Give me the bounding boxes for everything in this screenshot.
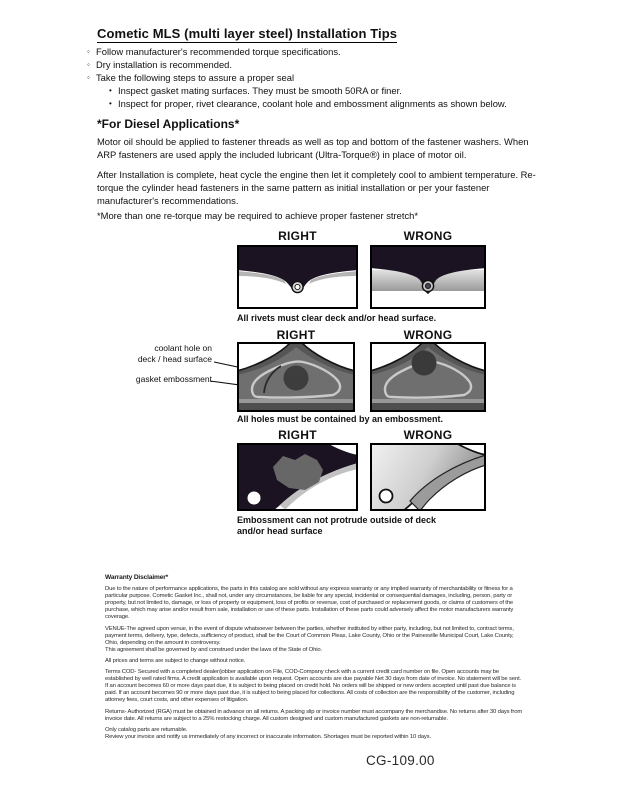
list-item-text: Follow manufacturer's recommended torque specifications. <box>96 46 341 57</box>
list-item-text: Inspect for proper, rivet clearance, coolant hole and embossment alignments as shown below. <box>118 98 507 109</box>
list-item-text: Take the following steps to assure a proper seal <box>96 72 295 83</box>
invoice-review-line: Review your invoice and notify us immediately of any incorrect or inaccurate information. Shortages must be reported within 10 days. <box>105 733 431 740</box>
right-label: RIGHT <box>276 328 316 342</box>
prices-terms-line: All prices and terms are subject to change without notice. <box>105 657 246 664</box>
caption-text: Embossment can not protrude outside of deck <box>237 515 437 525</box>
list-item <box>87 59 557 70</box>
catalog-parts-line: Only catalog parts are returnable. <box>105 726 188 733</box>
diesel-section-heading: *For Diesel Applications* <box>97 117 240 131</box>
wrong-label: WRONG <box>403 229 453 243</box>
diesel-paragraph: After Installation is complete, heat cycle the engine then let it completely cool to ambient temperature. Re-torque the cylinder head fasteners in the same pattern as initial installation or per your fastener manufacturer's recommendations. <box>97 169 536 206</box>
terms-cod-paragraph: Terms COD- Secured with a completed dealer/jobber application on File, COD-Company check with a current credit card number on file. Open accounts may be established by well rated firms. A credit application is available upon request. Open accounts are due payable Net 30 days from date of invoice. No statement will be sent. If an account becomes 60 or more days past due, it is subject to being placed on credit hold. No orders will be shipped or new orders accepted until past due balance is paid. If an account becomes 90 or more days past due, it is subject to being placed for collections. All costs of collection are the responsibility of the customer, including attorney fees, court costs, and other expenses of litigation. <box>105 669 522 704</box>
venue-paragraph: VENUE-The agreed upon venue, in the event of dispute whatsoever between the parties, whether instituted by either party, including, but not limited to, contract terms, payment terms, delivery, type, defects, sufficiency of product, shall be the Court of Common Pleas, Lake County, Ohio or the Painesville Municipal Court, Lake County, Ohio, depending on the amount in controversy. <box>105 625 514 646</box>
sub-list-item <box>109 98 557 109</box>
caption-text: and/or head surface <box>237 525 323 536</box>
installation-tips-list <box>87 46 557 111</box>
annotation-text: coolant hole on <box>154 343 212 353</box>
figure-caption-protrusion <box>237 515 497 536</box>
list-item-text: Dry installation is recommended. <box>96 59 232 70</box>
retorque-note: *More than one re-torque may be required to achieve proper fastener stretch* <box>97 210 419 221</box>
warranty-disclaimer-section <box>105 574 523 745</box>
figure-caption-holes: All holes must be contained by an embossment. <box>237 414 444 424</box>
right-label: RIGHT <box>278 229 317 243</box>
warranty-disclaimer-heading: Warranty Disclaimer* <box>105 574 169 581</box>
rivet-clearance-wrong-diagram <box>370 245 486 309</box>
returns-paragraph: Returns- Authorized (RGA) must be obtained in advance on all returns. A packing slip or invoice number must accompany the merchandise. No returns after 30 days from invoice date. All returns are subject to a 25% restocking charge. All custom designed and custom manufactured gaskets are non-returnable. <box>105 708 523 722</box>
open-bullet-icon: ◦ <box>87 60 90 69</box>
sub-list-item <box>109 85 557 96</box>
filled-bullet-icon: • <box>109 99 112 108</box>
disclaimer-paragraph: Due to the nature of performance applications, the parts in this catalog are sold without any express warranty or any implied warranty of merchantability or fitness for a particular purpose. Cometic Gasket Inc., shall not, under any circumstances, be liable for any special, incidental or consequential damages, including, person, party or property, but not limited to, damage, or loss of property or equipment, loss of profits or revenue, cost of purchased or replacement goods, or claims of customers of the purchase, which may arise and/or result from sale, installation or use of these parts. Installation of these parts could adversely affect the motor manufacturers warranty coverage. <box>105 586 514 621</box>
annotation-text: deck / head surface <box>137 353 212 364</box>
embossment-protrusion-wrong-diagram <box>370 443 486 511</box>
list-item <box>87 72 557 83</box>
catalog-page-code: CG-109.00 <box>366 753 435 768</box>
open-bullet-icon: ◦ <box>87 73 90 82</box>
open-bullet-icon: ◦ <box>87 47 90 56</box>
embossment-containment-right-diagram <box>237 342 355 412</box>
wrong-label: WRONG <box>403 328 453 342</box>
rivet-clearance-right-diagram <box>237 245 358 309</box>
page-title: Cometic MLS (multi layer steel) Installation Tips <box>97 26 398 41</box>
governing-law-line: This agreement shall be governed by and construed under the laws of the State of Ohio. <box>105 646 322 653</box>
list-item <box>87 46 557 57</box>
figure-caption-rivets: All rivets must clear deck and/or head surface. <box>237 313 437 323</box>
embossment-containment-wrong-diagram <box>370 342 486 412</box>
list-item-text: Inspect gasket mating surfaces. They must be smooth 50RA or finer. <box>118 85 402 96</box>
filled-bullet-icon: • <box>109 86 112 95</box>
gasket-embossment-annotation: gasket embossment <box>135 374 212 384</box>
right-label: RIGHT <box>278 428 317 442</box>
embossment-protrusion-right-diagram <box>237 443 358 511</box>
coolant-hole-annotation <box>100 343 212 364</box>
wrong-label: WRONG <box>403 428 453 442</box>
diesel-paragraph: Motor oil should be applied to fastener threads as well as top and bottom of the fastener washers. When ARP fasteners are used apply the included lubricant (Ultra-Torque®) in place of motor oil. <box>97 136 529 160</box>
